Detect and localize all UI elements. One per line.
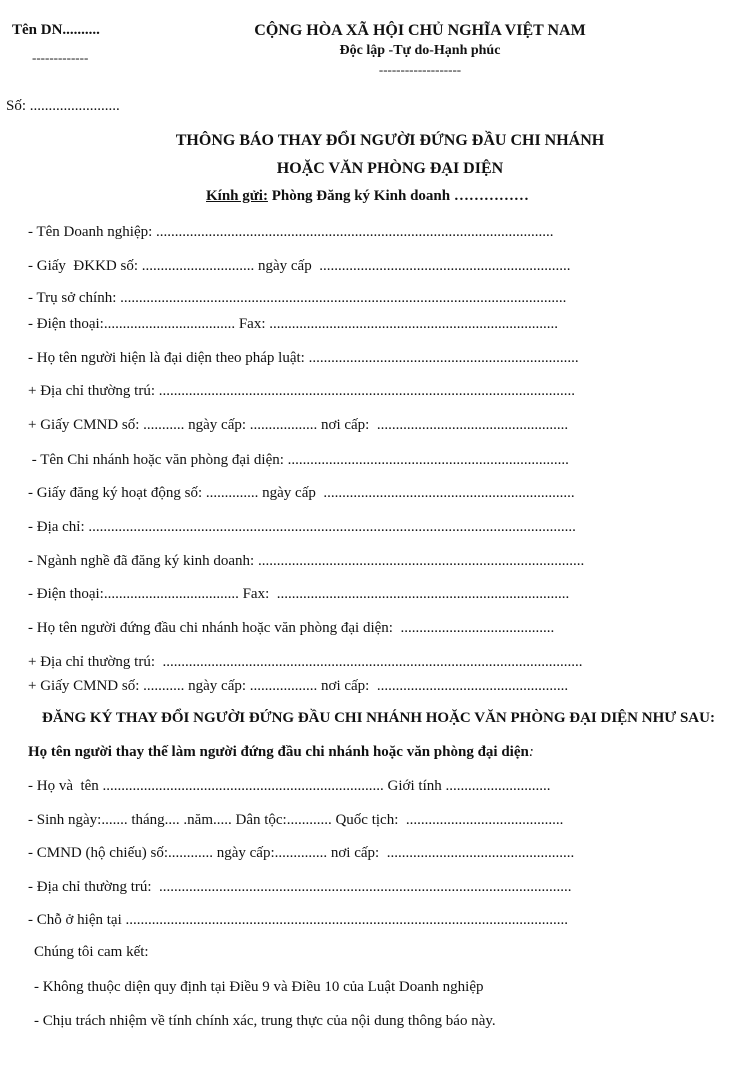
field-phone-fax: - Điện thoại:................................... Fax: ............................................................................. [28,316,558,332]
replacement-title-text: Họ tên người thay thế làm người đứng đầu chi nhánh hoặc văn phòng đại diện [28,744,529,760]
company-dash: ------------- [32,50,89,65]
document-title-line1: THÔNG BÁO THAY ĐỔI NGƯỜI ĐỨNG ĐẦU CHI NHÁNH [175,132,605,149]
field-permanent-address: + Địa chỉ thường trú: ............................................................................................................... [28,383,576,399]
field-branch-name: - Tên Chi nhánh hoặc văn phòng đại diện: ........................................................................... [28,452,569,468]
motto-dash: ------------------- [378,62,462,77]
field-passport: - CMND (hộ chiếu) số:............ ngày cấp:.............. nơi cấp: .................................................. [28,845,575,861]
field-head-office: - Trụ sở chính: ....................................................................................................................... [28,290,567,306]
field-address: - Địa chỉ: .................................................................................................................................. [28,519,576,535]
commitment-2: - Chịu trách nhiệm về tính chính xác, trung thực của nội dung thông báo này. [34,1013,496,1029]
field-current-residence: - Chỗ ở hiện tại ...................................................................................................................... [28,912,568,928]
document-number: Số: ........................ [6,98,120,114]
field-id-card: + Giấy CMND số: ........... ngày cấp: .................. nơi cấp: ................................................... [28,417,569,433]
field-head-id-card: + Giấy CMND số: ........... ngày cấp: .................. nơi cấp: ................................................... [28,678,569,694]
field-legal-representative: - Họ tên người hiện là đại diện theo pháp luật: ........................................................................ [28,350,579,366]
field-new-permanent-address: - Địa chỉ thường trú: .............................................................................................................. [28,879,572,895]
field-head-permanent-address: + Địa chỉ thường trú: ................................................................................................................ [28,654,583,670]
commitment-1: - Không thuộc diện quy định tại Điều 9 và Điều 10 của Luật Doanh nghiệp [34,979,484,995]
document-title-line2: HOẶC VĂN PHÒNG ĐẠI DIỆN [276,160,504,177]
replacement-title-colon: : [528,744,534,760]
field-business-license: - Giấy ĐKKD số: .............................. ngày cấp ................................................................... [28,258,571,274]
field-company-name: - Tên Doanh nghiệp: .......................................................................................................... [28,224,554,240]
field-business-lines: - Ngành nghề đã đăng ký kinh doanh: ....................................................................................... [28,553,585,569]
field-full-name: - Họ và tên ........................................................................... Giới tính ............................ [28,778,551,794]
section-title: ĐĂNG KÝ THAY ĐỔI NGƯỜI ĐỨNG ĐẦU CHI NHÁNH HOẶC VĂN PHÒNG ĐẠI DIỆN NHƯ SAU: [42,710,715,726]
field-branch-head: - Họ tên người đứng đầu chi nhánh hoặc văn phòng đại diện: ......................................... [28,620,555,636]
recipient [206,188,529,205]
motto: Độc lập -Tự do-Hạnh phúc [339,43,501,58]
recipient-label: Kính gửi: [206,188,268,204]
nation-heading: CỘNG HÒA XÃ HỘI CHỦ NGHĨA VIỆT NAM [254,22,586,39]
field-birth-date: - Sinh ngày:....... tháng.... .năm..... Dân tộc:............ Quốc tịch: .......................................... [28,812,564,828]
replacement-title [28,744,534,761]
recipient-value: Phòng Đăng ký Kinh doanh …………… [267,188,529,204]
commitment-title: Chúng tôi cam kết: [34,944,149,960]
field-operation-license: - Giấy đăng ký hoạt động số: .............. ngày cấp ................................................................... [28,485,575,501]
field-branch-phone-fax: - Điện thoại:.................................... Fax: .............................................................................. [28,586,570,602]
company-name: Tên DN.......... [12,22,100,38]
